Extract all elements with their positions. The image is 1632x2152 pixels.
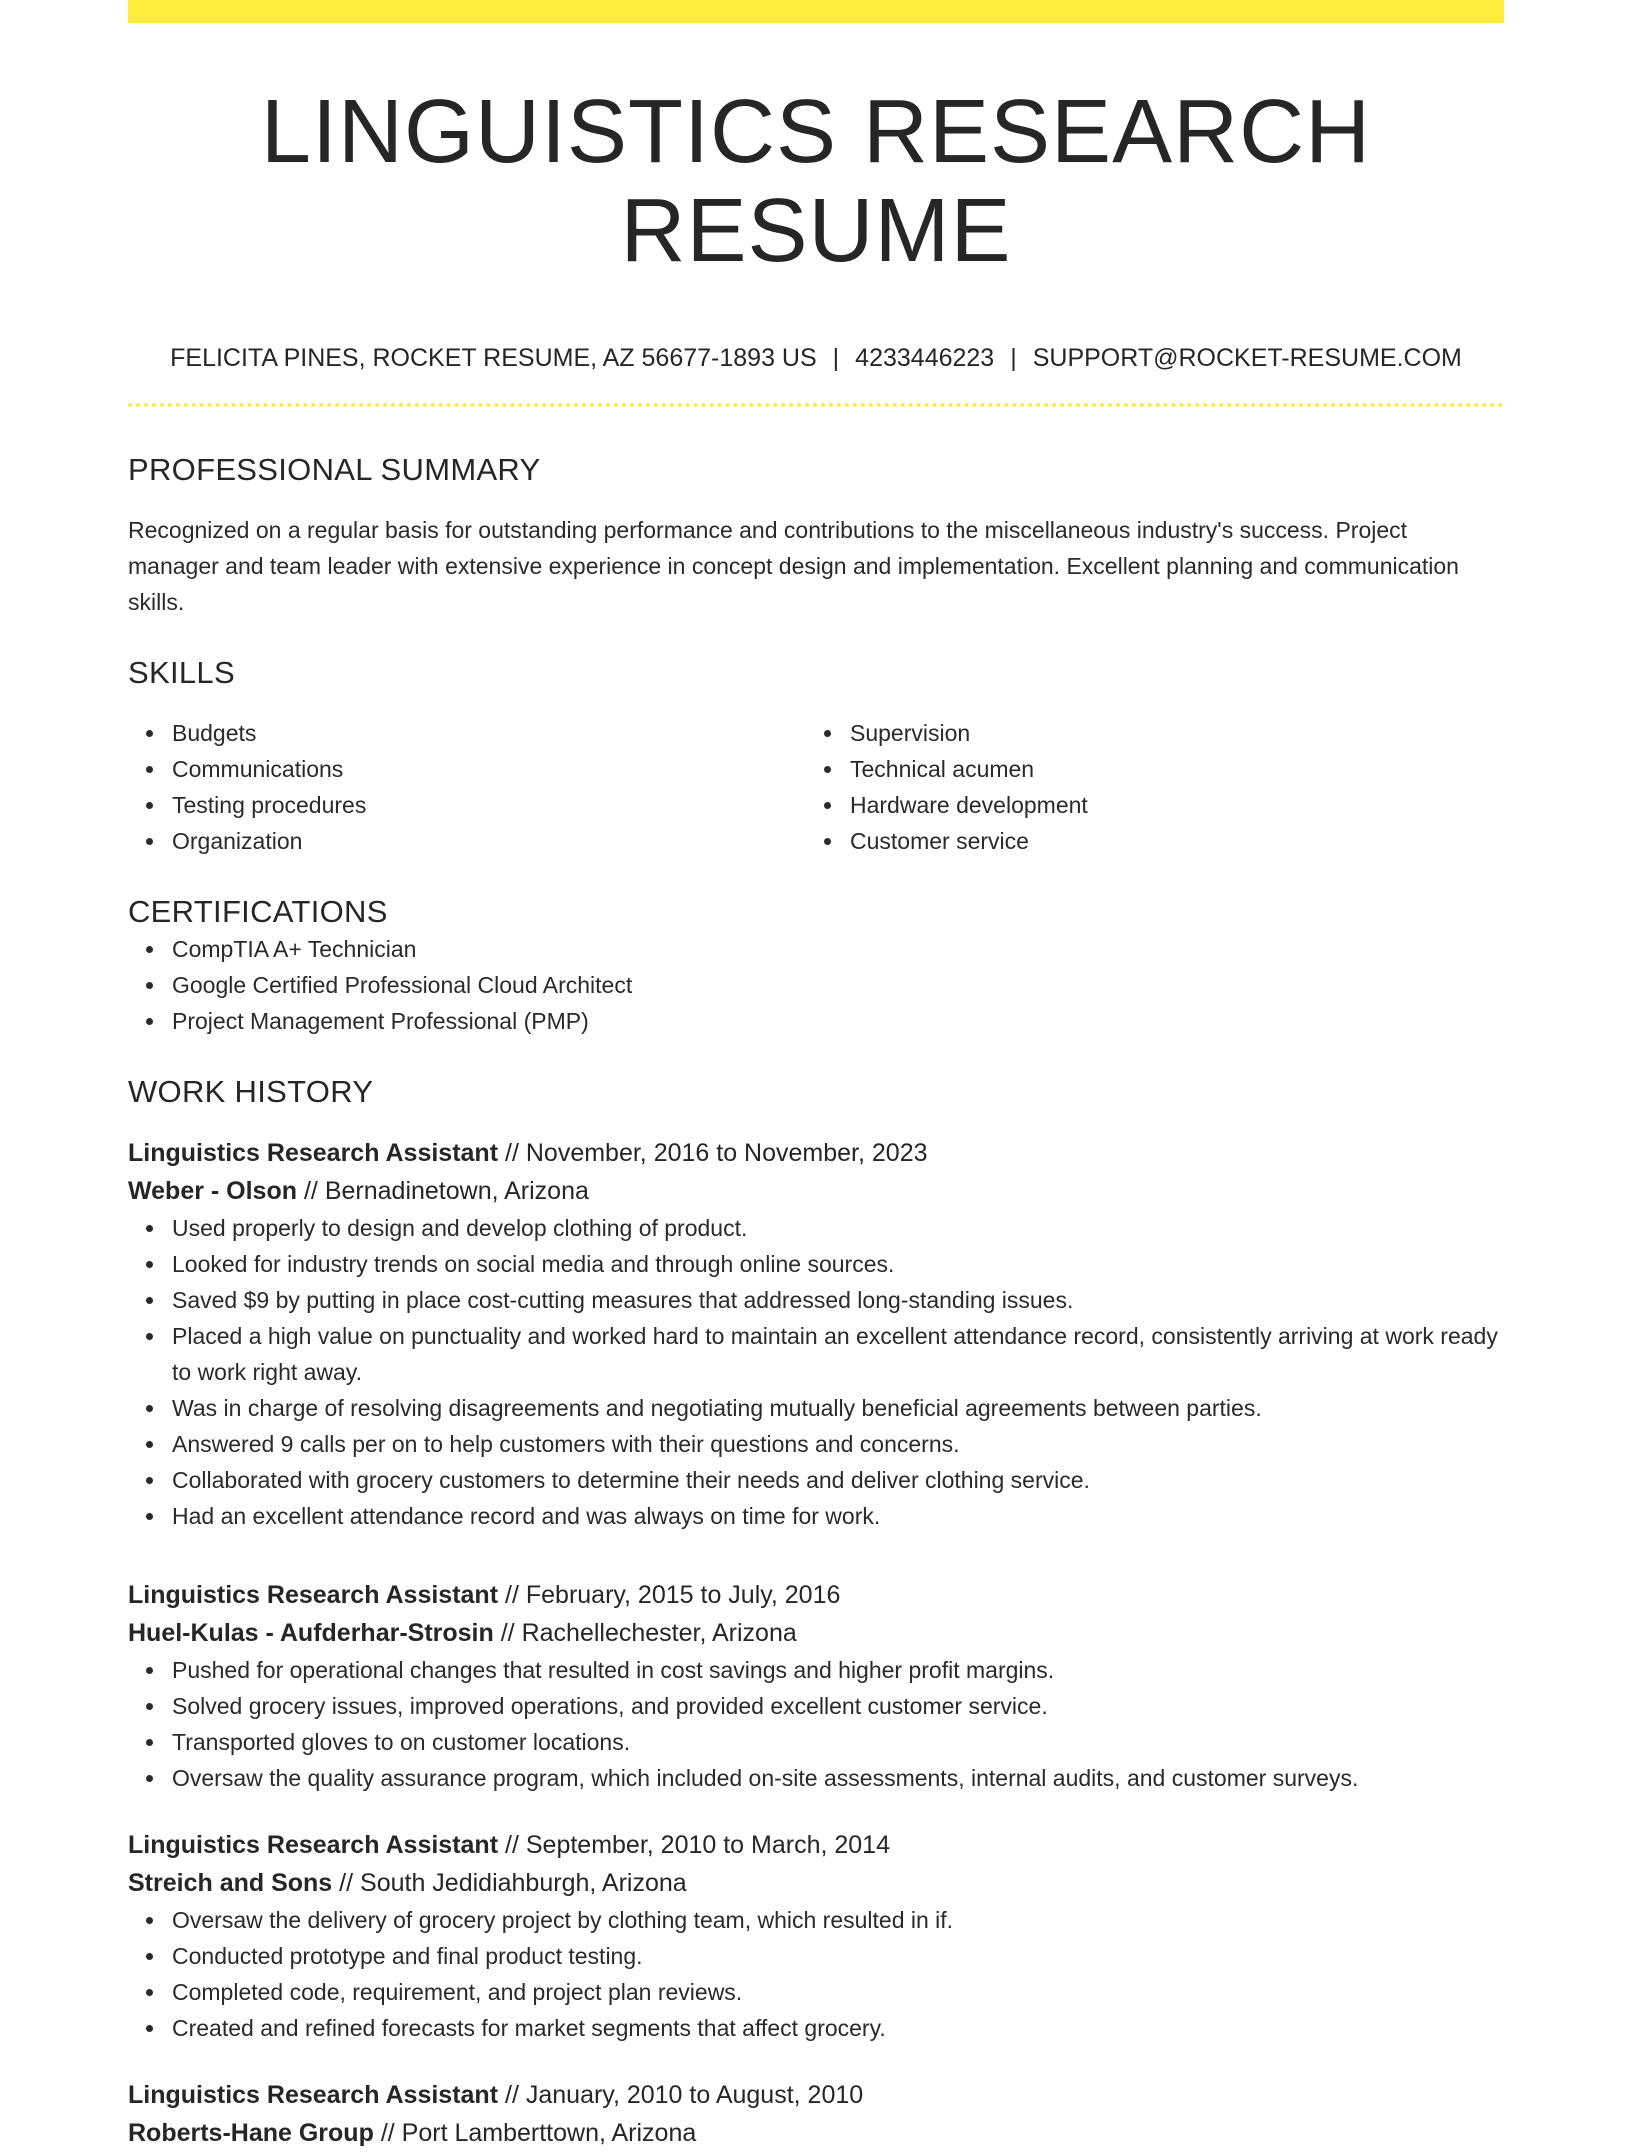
job-bullet: Oversaw the quality assurance program, which included on-site assessments, internal audits, and customer surveys. — [172, 1760, 1504, 1796]
job-bullet: Saved $9 by putting in place cost-cutting measures that addressed long-standing issues. — [172, 1282, 1504, 1318]
job-company: Roberts-Hane Group — [128, 2118, 374, 2147]
job-bullet: Completed code, requirement, and project plan reviews. — [172, 1974, 1504, 2010]
skills-left-list — [128, 715, 806, 859]
contact-address: FELICITA PINES, ROCKET RESUME, AZ 56677-1893 US — [170, 344, 817, 372]
job-entry — [128, 1576, 1504, 1796]
job-bullet: Collaborated with grocery customers to determine their needs and deliver clothing service. — [172, 1462, 1504, 1498]
job-bullet: Placed a high value on punctuality and worked hard to maintain an excellent attendance record, consistently arriving at work ready to work right away. — [172, 1318, 1504, 1390]
job-bullet-list — [128, 1652, 1504, 1796]
work-history-heading: WORK HISTORY — [128, 1073, 374, 1109]
top-accent-bar — [128, 0, 1504, 23]
certifications-heading: CERTIFICATIONS — [128, 894, 388, 930]
job-entry — [128, 1826, 1504, 2046]
skills-columns — [128, 715, 1504, 859]
contact-phone: 4233446223 — [855, 344, 995, 372]
job-dates: September, 2010 to March, 2014 — [525, 1830, 890, 1859]
skill-item: Budgets — [172, 715, 806, 751]
job-dates: November, 2016 to November, 2023 — [525, 1138, 928, 1167]
job-bullet: Had an excellent attendance record and was always on time for work. — [172, 1498, 1504, 1534]
certification-item: Project Management Professional (PMP) — [172, 1003, 1504, 1039]
job-divider: // — [339, 1868, 354, 1897]
job-divider: // — [303, 1176, 318, 1205]
skill-item: Hardware development — [850, 787, 1484, 823]
skills-heading: SKILLS — [128, 655, 235, 691]
skills-right-column — [806, 715, 1484, 859]
job-location: Bernadinetown, Arizona — [324, 1176, 589, 1205]
job-bullet: Conducted prototype and final product testing. — [172, 1938, 1504, 1974]
resume-title: LINGUISTICS RESEARCH RESUME — [260, 82, 1372, 281]
job-divider: // — [500, 1618, 515, 1647]
job-bullet: Was in charge of resolving disagreements and negotiating mutually beneficial agreements between parties. — [172, 1390, 1504, 1426]
job-divider: // — [505, 1830, 519, 1859]
job-title: Linguistics Research Assistant — [128, 1138, 499, 1167]
skill-item: Supervision — [850, 715, 1484, 751]
job-bullet: Used properly to design and develop clothing of product. — [172, 1210, 1504, 1246]
job-divider: // — [505, 2080, 519, 2109]
job-bullet: Solved grocery issues, improved operations, and provided excellent customer service. — [172, 1688, 1504, 1724]
job-company: Huel-Kulas - Aufderhar-Strosin — [128, 1618, 494, 1647]
job-company: Weber - Olson — [128, 1176, 298, 1205]
job-company-line — [128, 1614, 1504, 1652]
job-location: South Jedidiahburgh, Arizona — [360, 1868, 687, 1897]
job-title-line — [128, 1134, 1504, 1172]
contact-separator: | — [832, 344, 840, 372]
contact-line — [128, 343, 1504, 373]
job-entry — [128, 1134, 1504, 1534]
job-bullet-list — [128, 1210, 1504, 1534]
contact-separator: | — [1010, 344, 1017, 372]
job-dates: February, 2015 to July, 2016 — [525, 1580, 841, 1609]
job-title-line — [128, 1576, 1504, 1614]
job-bullet: Answered 9 calls per on to help customers with their questions and concerns. — [172, 1426, 1504, 1462]
job-title-line — [128, 2076, 1504, 2114]
skill-item: Communications — [172, 751, 806, 787]
job-bullet: Oversaw the delivery of grocery project by clothing team, which resulted in if. — [172, 1902, 1504, 1938]
job-bullet: Looked for industry trends on social media and through online sources. — [172, 1246, 1504, 1282]
job-divider: // — [505, 1580, 519, 1609]
job-title: Linguistics Research Assistant — [128, 1830, 499, 1859]
job-bullet: Transported gloves to on customer locations. — [172, 1724, 1504, 1760]
job-bullet-list — [128, 1902, 1504, 2046]
resume-page — [128, 0, 1504, 2152]
job-title-line — [128, 1826, 1504, 1864]
job-divider: // — [505, 1138, 519, 1167]
job-divider: // — [380, 2118, 395, 2147]
job-title: Linguistics Research Assistant — [128, 2080, 499, 2109]
skill-item: Organization — [172, 823, 806, 859]
job-company-line — [128, 1864, 1504, 1902]
job-company: Streich and Sons — [128, 1868, 333, 1897]
skill-item: Customer service — [850, 823, 1484, 859]
summary-heading: PROFESSIONAL SUMMARY — [128, 452, 541, 487]
skill-item: Technical acumen — [850, 751, 1484, 787]
job-entry — [128, 2076, 1504, 2152]
job-company-line — [128, 2114, 1504, 2152]
job-location: Port Lamberttown, Arizona — [401, 2118, 697, 2147]
summary-text: Recognized on a regular basis for outstanding performance and contributions to the miscellaneous industry's success. Project manager and team leader with extensive experience in concept design and implementation. Excellent planning and communication skills. — [128, 517, 1459, 616]
skills-right-list — [806, 715, 1484, 859]
dotted-divider — [128, 403, 1504, 407]
job-dates: January, 2010 to August, 2010 — [525, 2080, 864, 2109]
job-company-line — [128, 1172, 1504, 1210]
skill-item: Testing procedures — [172, 787, 806, 823]
job-title: Linguistics Research Assistant — [128, 1580, 499, 1609]
certification-item: CompTIA A+ Technician — [172, 931, 1504, 967]
job-location: Rachellechester, Arizona — [521, 1618, 797, 1647]
job-bullet: Created and refined forecasts for market segments that affect grocery. — [172, 2010, 1504, 2046]
skills-left-column — [128, 715, 806, 859]
certifications-list — [128, 931, 1504, 1039]
certification-item: Google Certified Professional Cloud Architect — [172, 967, 1504, 1003]
contact-email: SUPPORT@ROCKET-RESUME.COM — [1032, 344, 1462, 372]
job-bullet: Pushed for operational changes that resulted in cost savings and higher profit margins. — [172, 1652, 1504, 1688]
